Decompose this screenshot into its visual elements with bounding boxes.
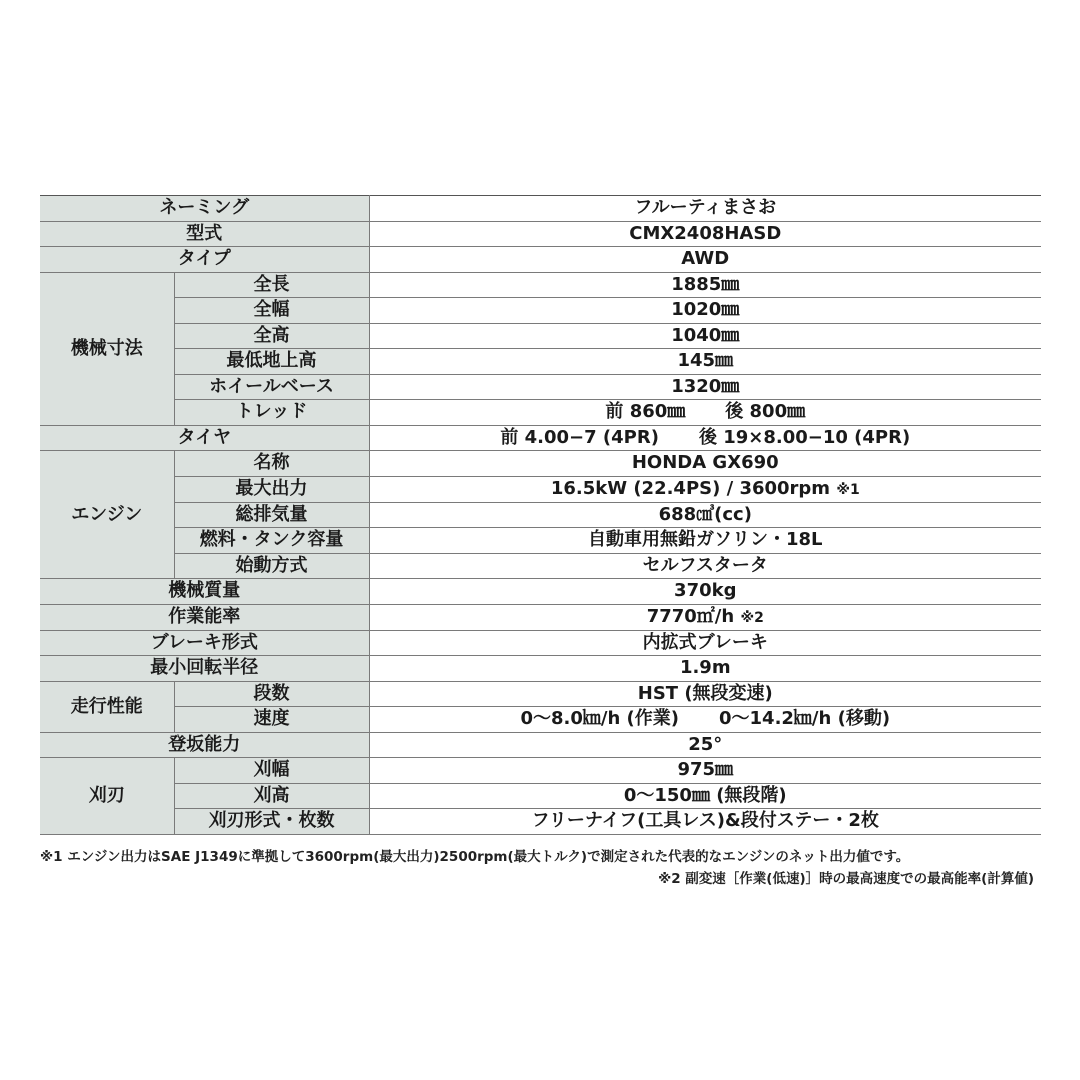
starter-label: 始動方式 — [174, 553, 369, 579]
naming-value: フルーティまさお — [369, 196, 1041, 222]
engine-name-label: 名称 — [174, 451, 369, 477]
ground-clearance-value: 145㎜ — [369, 349, 1041, 375]
cut-width-label: 刈幅 — [174, 758, 369, 784]
width-value: 1020㎜ — [369, 298, 1041, 324]
tire-value — [369, 425, 1041, 451]
length-value: 1885㎜ — [369, 272, 1041, 298]
turning-radius-label: 最小回転半径 — [40, 656, 369, 682]
tread-front: 前 860㎜ — [605, 401, 686, 423]
ground-clearance-label: 最低地上高 — [174, 349, 369, 375]
stages-value: HST (無段変速) — [369, 681, 1041, 707]
blade-group-label: 刈刃 — [40, 758, 174, 835]
row-work-rate — [40, 604, 1041, 630]
tread-label: トレッド — [174, 400, 369, 426]
row-model — [40, 221, 1041, 247]
height-label: 全高 — [174, 323, 369, 349]
height-value: 1040㎜ — [369, 323, 1041, 349]
row-starter — [40, 553, 1041, 579]
row-speed — [40, 707, 1041, 733]
fuel-tank-label: 燃料・タンク容量 — [174, 528, 369, 554]
footnote-1: ※1 エンジン出力はSAE J1349に準拠して3600rpm(最大出力)2500rpm(最大トルク)で測定された代表的なエンジンのネット出力値です。 — [40, 849, 910, 865]
row-engine-name — [40, 451, 1041, 477]
engine-group-label: エンジン — [40, 451, 174, 579]
row-fuel-tank — [40, 528, 1041, 554]
tread-value — [369, 400, 1041, 426]
displacement-value: 688㎤(cc) — [369, 502, 1041, 528]
stages-label: 段数 — [174, 681, 369, 707]
row-climb — [40, 732, 1041, 758]
starter-value: セルフスタータ — [369, 553, 1041, 579]
climb-label: 登坂能力 — [40, 732, 369, 758]
row-cut-height — [40, 783, 1041, 809]
row-cut-width — [40, 758, 1041, 784]
speed-work: 0〜8.0㎞/h (作業) — [520, 708, 679, 730]
mass-value: 370kg — [369, 579, 1041, 605]
work-rate-note: ※2 — [740, 609, 764, 626]
brake-value: 内拡式ブレーキ — [369, 630, 1041, 656]
max-output-value: 16.5kW (22.4PS) / 3600rpm — [550, 477, 831, 499]
tire-front: 前 4.00−7 (4PR) — [500, 426, 659, 448]
cut-width-value: 975㎜ — [369, 758, 1041, 784]
model-label: 型式 — [40, 221, 369, 247]
footnotes — [40, 846, 1034, 890]
row-turning-radius — [40, 656, 1041, 682]
work-rate-label: 作業能率 — [40, 604, 369, 630]
row-height — [40, 323, 1041, 349]
row-blade-form — [40, 809, 1041, 835]
row-ground-clearance — [40, 349, 1041, 375]
row-tire — [40, 425, 1041, 451]
type-label: タイプ — [40, 247, 369, 273]
row-displacement — [40, 502, 1041, 528]
dimensions-group-label: 機械寸法 — [40, 272, 174, 425]
tire-label: タイヤ — [40, 425, 369, 451]
max-output-value-cell — [369, 476, 1041, 502]
row-tread — [40, 400, 1041, 426]
naming-label: ネーミング — [40, 196, 369, 222]
wheelbase-label: ホイールベース — [174, 374, 369, 400]
turning-radius-value: 1.9m — [369, 656, 1041, 682]
displacement-label: 総排気量 — [174, 502, 369, 528]
row-mass — [40, 579, 1041, 605]
work-rate-value-cell — [369, 604, 1041, 630]
mass-label: 機械質量 — [40, 579, 369, 605]
tread-rear: 後 800㎜ — [725, 401, 806, 423]
max-output-note: ※1 — [836, 481, 860, 498]
cut-height-value: 0〜150㎜ (無段階) — [369, 783, 1041, 809]
footnote-2: ※2 副変速［作業(低速)］時の最高速度での最高能率(計算値) — [658, 871, 1034, 887]
row-wheelbase — [40, 374, 1041, 400]
engine-name-value: HONDA GX690 — [369, 451, 1041, 477]
row-length — [40, 272, 1041, 298]
cut-height-label: 刈高 — [174, 783, 369, 809]
row-naming — [40, 196, 1041, 222]
length-label: 全長 — [174, 272, 369, 298]
blade-form-label: 刈刃形式・枚数 — [174, 809, 369, 835]
spec-table — [40, 195, 1041, 835]
row-width — [40, 298, 1041, 324]
row-type — [40, 247, 1041, 273]
climb-value: 25° — [369, 732, 1041, 758]
tire-rear: 後 19×8.00−10 (4PR) — [698, 426, 911, 448]
max-output-label: 最大出力 — [174, 476, 369, 502]
width-label: 全幅 — [174, 298, 369, 324]
blade-form-value: フリーナイフ(工具レス)&段付ステー・2枚 — [369, 809, 1041, 835]
type-value: AWD — [369, 247, 1041, 273]
work-rate-value: 7770㎡/h — [646, 605, 735, 627]
speed-value — [369, 707, 1041, 733]
model-value: CMX2408HASD — [369, 221, 1041, 247]
wheelbase-value: 1320㎜ — [369, 374, 1041, 400]
speed-label: 速度 — [174, 707, 369, 733]
fuel-tank-value: 自動車用無鉛ガソリン・18L — [369, 528, 1041, 554]
row-stages — [40, 681, 1041, 707]
row-max-output — [40, 476, 1041, 502]
brake-label: ブレーキ形式 — [40, 630, 369, 656]
speed-move: 0〜14.2㎞/h (移動) — [719, 708, 891, 730]
row-brake — [40, 630, 1041, 656]
travel-group-label: 走行性能 — [40, 681, 174, 732]
